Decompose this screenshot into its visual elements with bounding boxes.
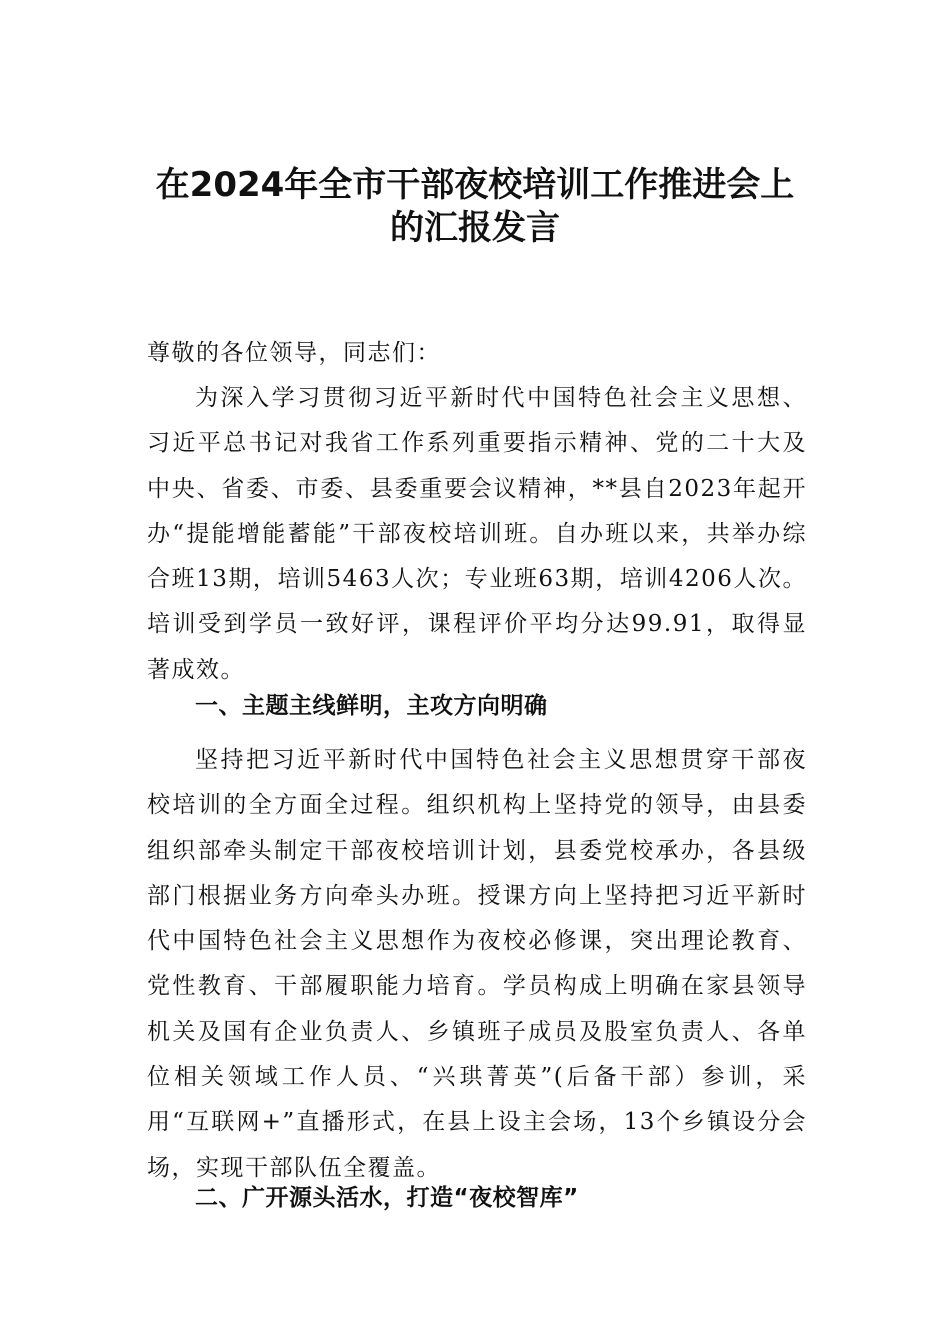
section-heading-2: 二、广开源头活水，打造“夜校智库” bbox=[195, 1185, 579, 1211]
document-title-line-2: 的汇报发言 bbox=[390, 208, 560, 248]
body-paragraph-2: 坚持把习近平新时代中国特色社会主义思想贯穿干部夜校培训的全方面全过程。组织机构上坚持党的领导，由县委组织部牵头制定干部夜校培训计划，县委党校承办，各县级部门根据业务方向牵头办班。授课方向上坚持把习近平新时代中国特色社会主义思想作为夜校必修课，突出理论教育、党性教育、干部履职能力培育。学员构成上明确在家县领导机关及国有企业负责人、乡镇班子成员及股室负责人、各单位相关领域工作人员、“兴珙菁英”(后备干部）参训，采用“互联网+”直播形式，在县上设主会场，13个乡镇设分会场，实现干部队伍全覆盖。 bbox=[147, 747, 807, 1181]
body-paragraph-1: 为深入学习贯彻习近平新时代中国特色社会主义思想、习近平总书记对我省工作系列重要指示精神、党的二十大及中央、省委、市委、县委重要会议精神，**县自2023年起开办“提能增能蓄能”干部夜校培训班。自办班以来，共举办综合班13期，培训5463人次；专业班63期，培训4206人次。培训受到学员一致好评，课程评价平均分达99.91，取得显著成效。 bbox=[147, 385, 807, 683]
document-title-line-1: 在2024年全市干部夜校培训工作推进会上 bbox=[155, 165, 795, 205]
section-heading-1: 一、主题主线鲜明，主攻方向明确 bbox=[195, 693, 548, 719]
salutation: 尊敬的各位领导，同志们： bbox=[147, 340, 441, 366]
